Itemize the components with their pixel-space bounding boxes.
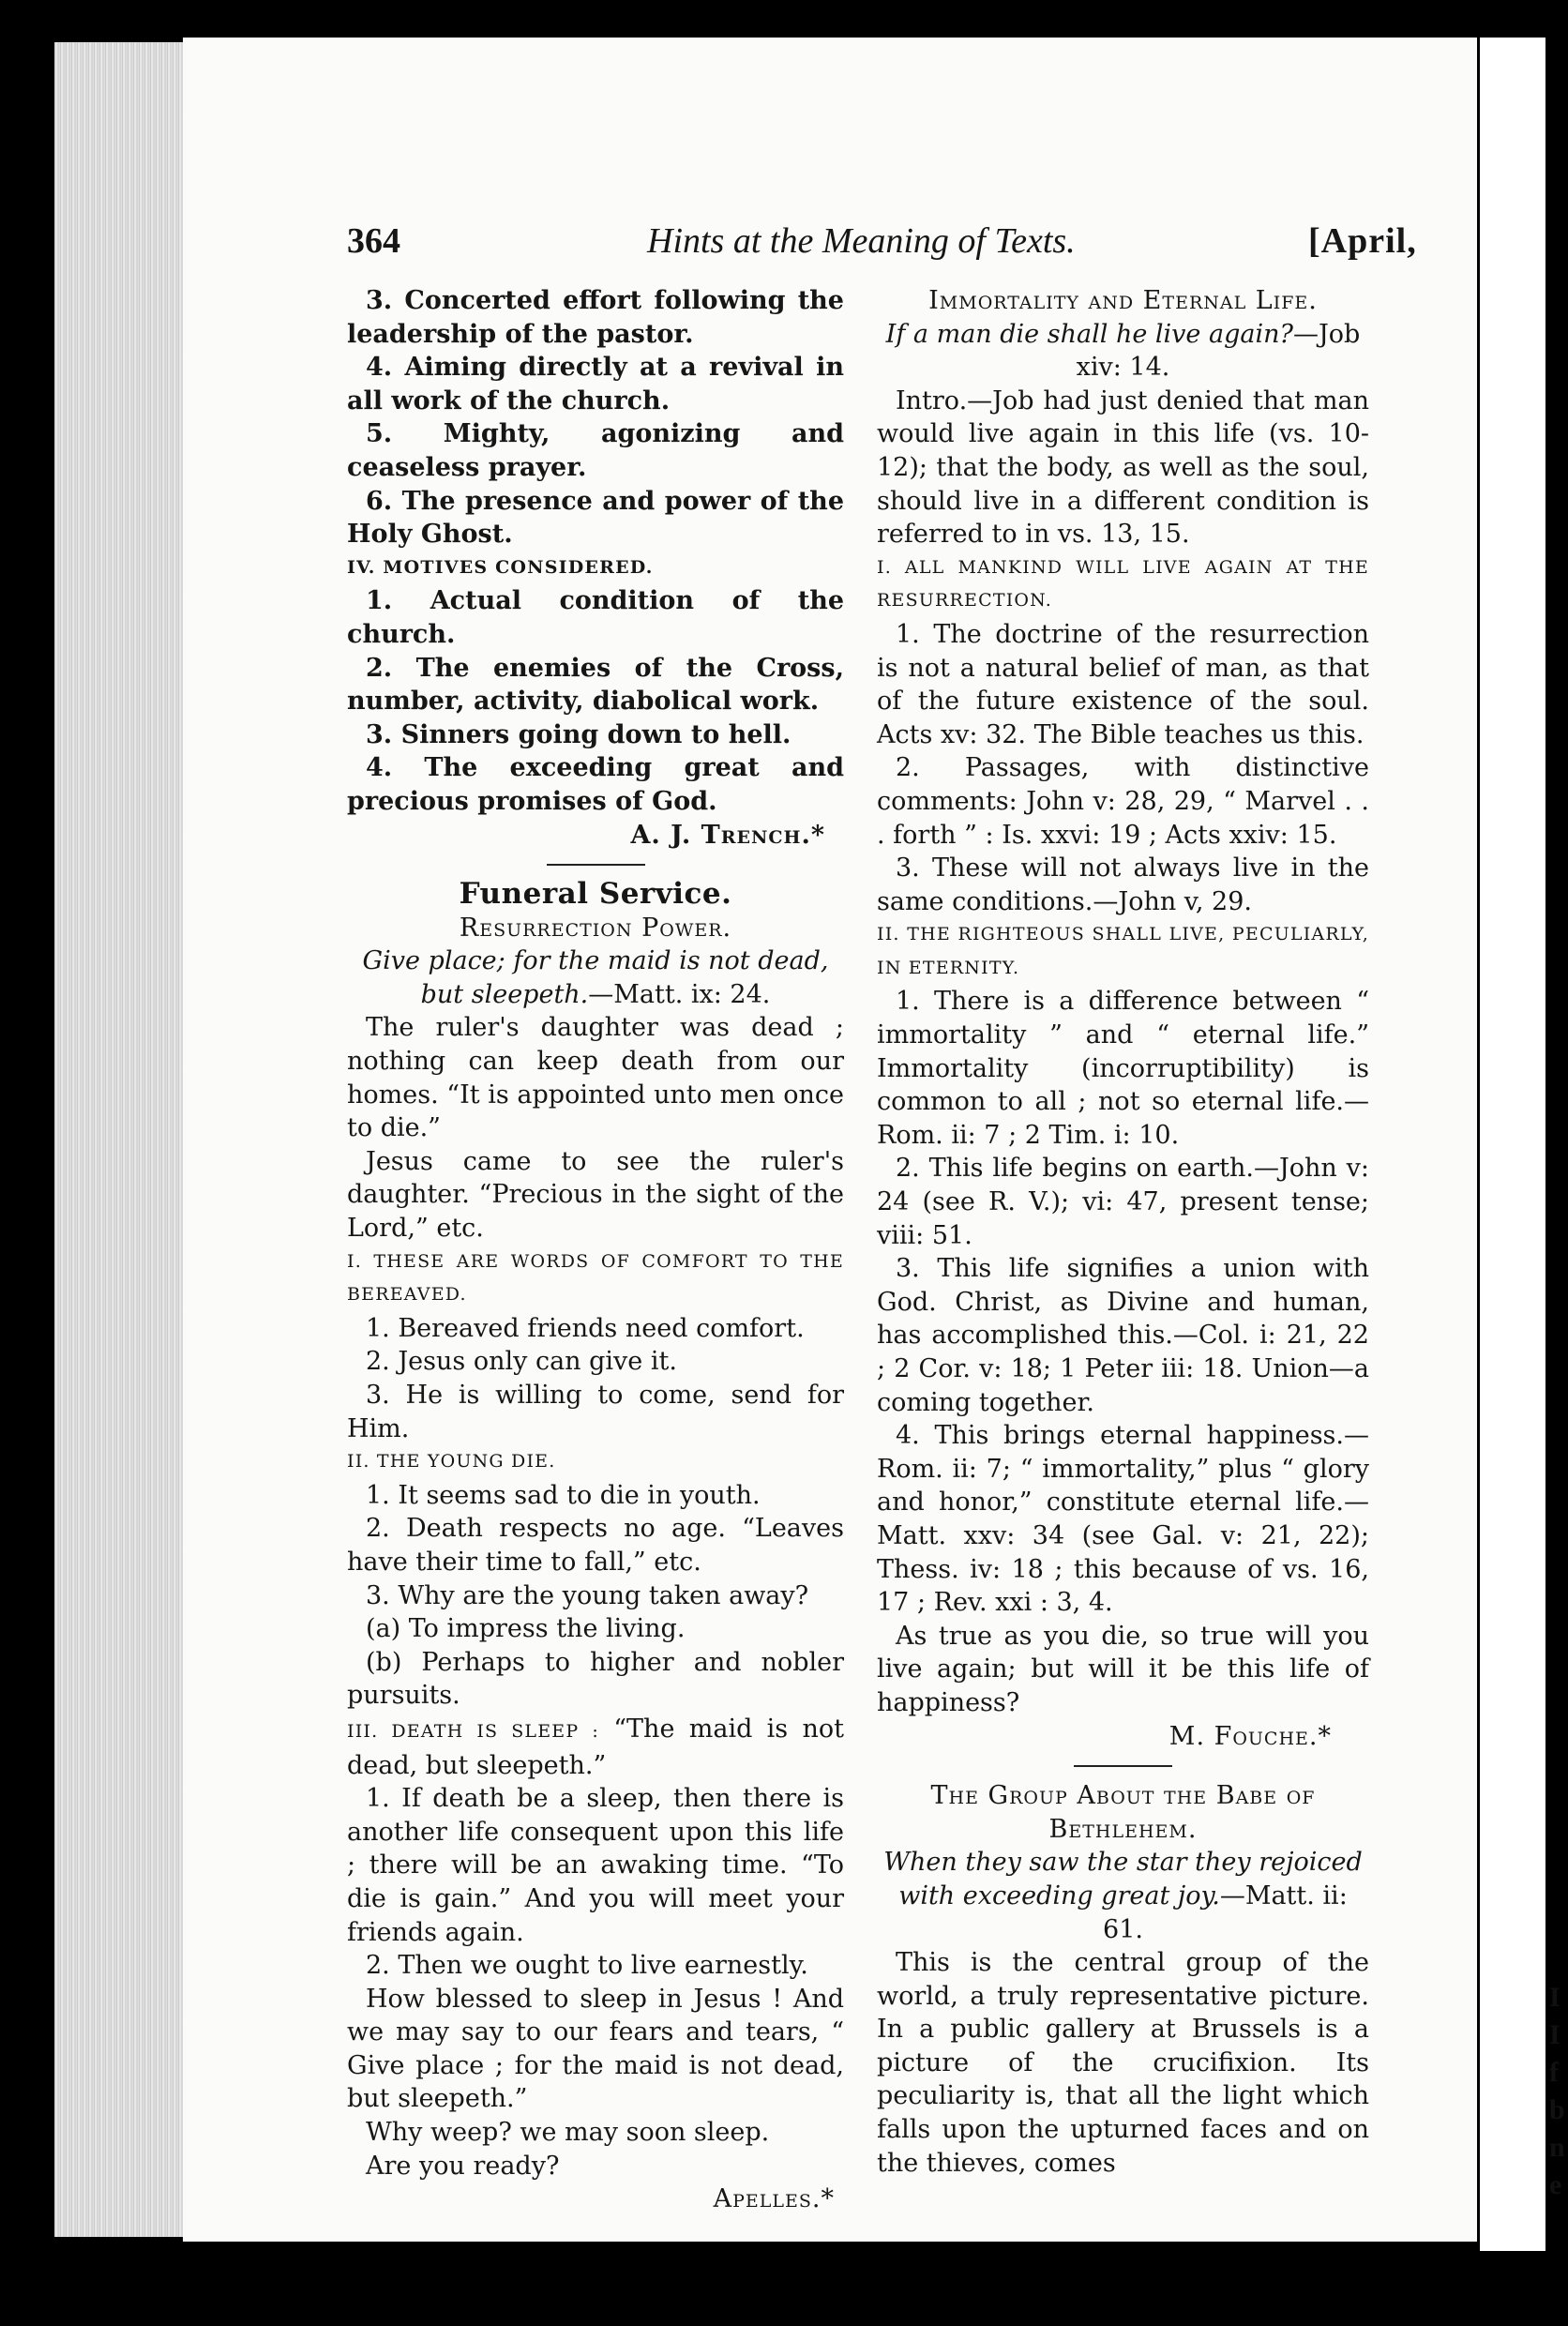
scripture-text: If a man die shall he live again?—Job xiv: 14. xyxy=(885,319,1361,383)
running-month: [April, xyxy=(1308,221,1417,261)
facing-page-fragment xyxy=(1549,1979,1568,2204)
list-item: 3. Concerted effort following the leadership of the pastor. xyxy=(347,286,844,349)
list-item: 1. Bereaved friends need comfort. xyxy=(366,1313,805,1343)
section-heading: I. THESE ARE WORDS OF COMFORT TO THE BEREAVED. xyxy=(347,1250,844,1306)
fragment-letter: I xyxy=(1549,1982,1560,2013)
fragment-letter: n xyxy=(1549,2132,1565,2163)
paragraph: Jesus came to see the ruler's daughter. “Precious in the sight of the Lord,” etc. xyxy=(347,1146,844,1244)
list-item: 1. Actual condition of the church. xyxy=(347,586,844,649)
left-column xyxy=(347,284,844,2216)
list-item: 2. Then we ought to live earnestly. xyxy=(366,1951,808,1981)
fragment-letter: f xyxy=(1549,2057,1559,2088)
author-signature: Apelles.* xyxy=(713,2184,835,2214)
list-item: (a) To impress the living. xyxy=(366,1614,686,1644)
list-item: 2. This life begins on earth.—John v: 24 (see R. V.); vi: 47, present tense; viii: 51. xyxy=(877,1154,1369,1250)
fragment-letter: I xyxy=(1549,2019,1560,2050)
article-title: Funeral Service. xyxy=(459,877,732,912)
author-signature: M. Fouche.* xyxy=(1168,1721,1332,1751)
section-heading: I. ALL MANKIND WILL LIVE AGAIN AT THE RESURRECTION. xyxy=(877,556,1369,612)
list-item: 3. He is willing to come, send for Him. xyxy=(347,1381,844,1443)
list-item: 5. Mighty, agonizing and ceaseless prayer. xyxy=(347,419,844,482)
page-number: 364 xyxy=(347,221,400,261)
list-item: 1. The doctrine of the resurrection is not a natural belief of man, as that of the future existence of the soul. Acts xv: 32. The Bible teaches us this. xyxy=(877,619,1369,749)
section-heading: II. THE YOUNG DIE. xyxy=(347,1451,556,1473)
fragment-letter: b xyxy=(1549,2094,1565,2125)
running-title: Hints at the Meaning of Texts. xyxy=(647,221,1076,261)
list-item: 3. Why are the young taken away? xyxy=(366,1580,809,1610)
list-item: 2. Death respects no age. “Leaves have their time to fall,” etc. xyxy=(347,1514,844,1577)
paragraph: Intro.—Job had just denied that man would live again in this life (vs. 10-12); that the body, as well as the soul, should live in a different condition is referred to in vs. 13, 15. xyxy=(877,385,1369,550)
sermon-title: Immortality and Eternal Life. xyxy=(928,286,1318,315)
divider xyxy=(547,864,645,866)
sermon-title: Resurrection Power. xyxy=(459,913,732,943)
paragraph: Why weep? we may soon sleep. xyxy=(366,2118,770,2148)
fragment-letter: e xyxy=(1549,2169,1562,2200)
paragraph: Are you ready? xyxy=(366,2151,560,2181)
right-column xyxy=(877,284,1369,2180)
list-item: 1. If death be a sleep, then there is another life consequent upon this life ; there will be an awaking time. “To die is gain.” And you will meet your friends again. xyxy=(347,1784,844,1947)
list-item: 2. Jesus only can give it. xyxy=(366,1347,677,1377)
divider xyxy=(1074,1765,1172,1767)
section-heading: III. DEATH IS SLEEP : “The maid is not dead, but sleepeth.” xyxy=(347,1714,844,1780)
section-heading: IV. MOTIVES CONSIDERED. xyxy=(347,556,654,578)
section-heading: II. THE RIGHTEOUS SHALL LIVE, PECULIARLY, IN ETERNITY. xyxy=(877,924,1369,978)
paragraph: How blessed to sleep in Jesus ! And we may say to our fears and tears, “ Give place ; for the maid is not dead, but sleepeth.” xyxy=(347,1984,844,2114)
list-item: 6. The presence and power of the Holy Ghost. xyxy=(347,486,844,550)
facing-page-strip xyxy=(1480,38,1545,2251)
list-item: 3. This life signifies a union with God. Christ, as Divine and human, has accomplished this.—Col. i: 21, 22 ; 2 Cor. v: 18; 1 Peter iii: 18. Union—a coming together. xyxy=(877,1254,1369,1417)
list-item: 1. There is a difference between “ immortality ” and “ eternal life.” Immortality (incorruptibility) is common to all ; not so eternal life.—Rom. ii: 7 ; 2 Tim. i: 10. xyxy=(877,987,1369,1150)
scripture-text: Give place; for the maid is not dead, but sleepeth.—Matt. ix: 24. xyxy=(362,946,829,1009)
list-item: 4. The exceeding great and precious promises of God. xyxy=(347,753,844,816)
paragraph: The ruler's daughter was dead ; nothing can keep death from our homes. “It is appointed unto men once to die.” xyxy=(347,1013,844,1143)
author-signature: A. J. Trench.* xyxy=(630,820,825,850)
list-item: 4. Aiming directly at a revival in all work of the church. xyxy=(347,353,844,415)
scripture-text: When they saw the star they rejoiced with exceeding great joy.—Matt. ii: 61. xyxy=(883,1848,1363,1944)
sermon-title: The Group About the Babe of Bethlehem. xyxy=(930,1781,1316,1844)
list-item: 1. It seems sad to die in youth. xyxy=(366,1480,761,1510)
list-item: (b) Perhaps to higher and nobler pursuits. xyxy=(347,1647,844,1711)
list-item: 2. The enemies of the Cross, number, activity, diabolical work. xyxy=(347,653,844,717)
list-item: 3. These will not always live in the same conditions.—John v, 29. xyxy=(877,853,1369,916)
list-item: 4. This brings eternal happiness.—Rom. ii: 7; “ immortality,” plus “ glory and honor,” constitute eternal life.—Matt. xxv: 34 (see Gal. v: 21, 22); Thess. iv: 18 ; this because of vs. 16, 17 ; Rev. xxi : 3, 4. xyxy=(877,1421,1369,1618)
list-item: 3. Sinners going down to hell. xyxy=(366,719,792,749)
list-item: 2. Passages, with distinctive comments: John v: 28, 29, “ Marvel . . . forth ” : Is. xxvi: 19 ; Acts xxiv: 15. xyxy=(877,753,1369,850)
book-page-edge xyxy=(54,42,190,2237)
paragraph: This is the central group of the world, a truly representative picture. In a public gallery at Brussels is a picture of the crucifixion. Its peculiarity is, that all the light which falls upon the upturned faces and on the thieves, comes xyxy=(877,1948,1369,2178)
paragraph: As true as you die, so true will you live again; but will it be this life of happiness? xyxy=(877,1621,1369,1717)
